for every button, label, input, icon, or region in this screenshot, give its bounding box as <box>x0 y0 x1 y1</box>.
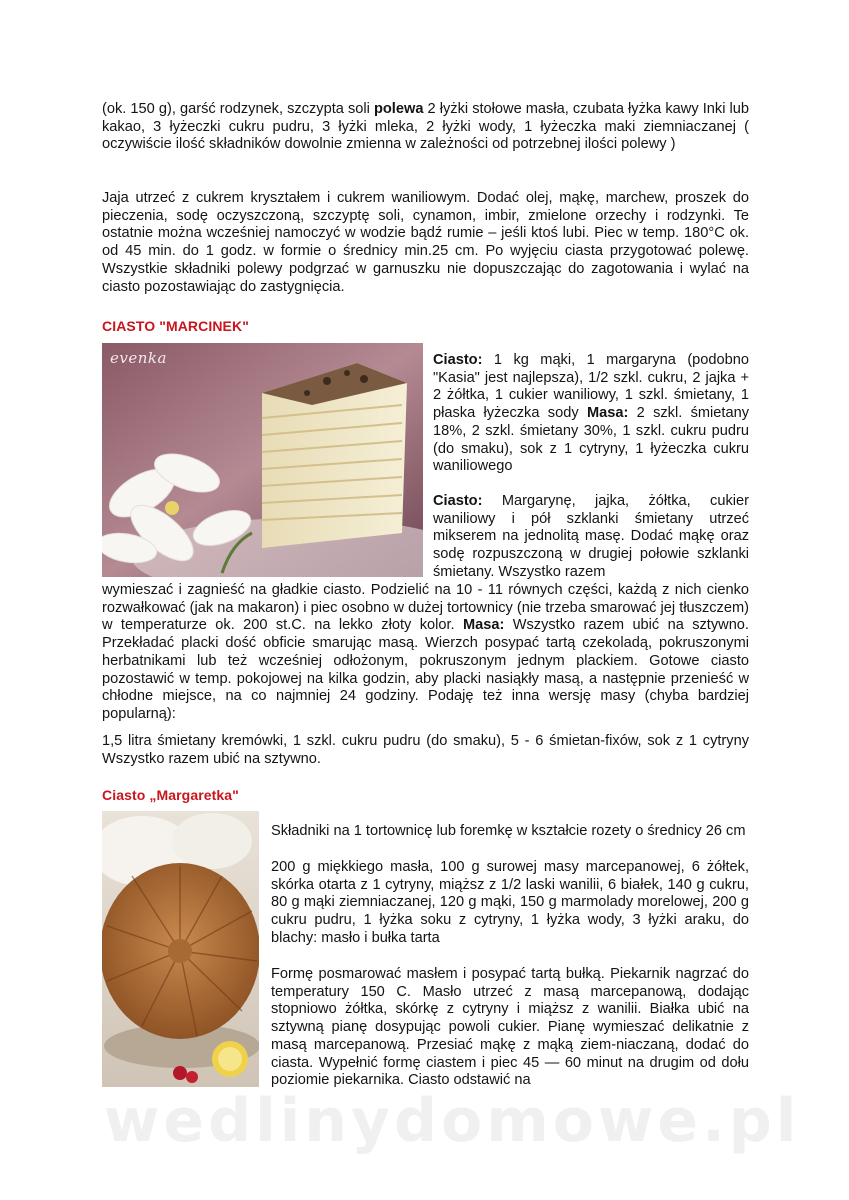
bold-polewa: polewa <box>373 101 424 117</box>
margaretka-ingredients: 200 g miękkiego masła, 100 g surowej masy marcepanowej, 6 żółtek, skórka otarta z 1 cytryny, miąższ z 1/2 laski wanilii, 6 białek, 140 g cukru, 80 g mąki ziemniaczanej, 120 g mąki, 150 g marmolady morelowej, 200 g cukru pudru, 1 łyżka soku z cytryny, 1 łyżka wody, 3 łyżki araku, do blachy: masło i bułka tarta <box>271 859 749 946</box>
marcinek-ingredients: Ciasto: 1 kg mąki, 1 margaryna (podobno "Kasia" jest najlepsza), 1/2 szkl. cukru, 2 jajka + 2 żółtka, 1 cukier waniliowy, 1 szkl. śmietany, 1 płaska łyżeczka sody Masa: 2 szkl. śmietany 18%, 2 szkl. śmietany 30%, 1 szkl. cukru pudru (do smaku), sok z 1 cytryny, 1 łyżeczka cukru waniliowego <box>433 352 749 475</box>
margaretka-heading: Ciasto „Margaretka" <box>102 787 239 803</box>
photo-watermark-caption: evenka <box>110 349 167 367</box>
marcinek-alt-mass: 1,5 litra śmietany kremówki, 1 szkl. cukru pudru (do smaku), 5 - 6 śmietan-fixów, sok z 1 cytryny Wszystko razem ubić na sztywno. <box>102 733 749 767</box>
intro-method-paragraph: Jaja utrzeć z cukrem kryształem i cukrem waniliowym. Dodać olej, mąkę, marchew, proszek do pieczenia, sodę oczyszczoną, szczyptę soli, cynamon, imbir, zmielone orzechy i rodzynki. Te ostatnie można wcześniej namoczyć w wodzie bądź rumie – jeśli ktoś lubi. Piec w temp. 180°C ok. od 45 min. do 1 godz. w formie o średnicy min.25 cm. Po wyjęciu ciasta przygotować polewę. Wszystkie składniki polewy podgrzać w garnuszku nie dopuszczając do zagotowania i wylać na ciasto pozostawiając do zastygnięcia. <box>102 190 749 295</box>
margaretka-cake-photo <box>102 811 259 1087</box>
margaretka-ingredients-intro: Składniki na 1 tortownicę lub foremkę w kształcie rozety o średnicy 26 cm <box>271 823 746 839</box>
marcinek-heading: CIASTO "MARCINEK" <box>102 318 249 334</box>
margaretka-method: Formę posmarować masłem i posypać tartą bułką. Piekarnik nagrzać do temperatury 150 C. Masło utrzeć z masą marcepanową, dodając stopniowo żółtka, skórkę z cytryny i miąższ z wanilii. Białka ubić na sztywną pianę dosypując powoli cukier. Pianę wymieszać delikatnie z masą marcepanową. Przesiać mąkę z mąką ziem-niaczaną, dodać do ciasta. Wypełnić formę ciastem i piec 45 — 60 minut na drugim od dołu poziomie piekarnika. Ciasto odstawić na <box>271 966 749 1089</box>
intro-ingredients-paragraph: (ok. 150 g), garść rodzynek, szczypta soli polewa 2 łyżki stołowe masła, czubata łyżka kawy Inki lub kakao, 3 łyżeczki cukru pudru, 3 łyżki mleka, 2 łyżki wody, 1 łyżeczka maki ziemniaczanej ( oczywiście ilość składników dowolnie zmienna w zależności od potrzebnej ilości polewy ) <box>102 101 749 153</box>
marcinek-method-rest: wymieszać i zagnieść na gładkie ciasto. Podzielić na 10 - 11 równych części, każdą z nich cienko rozwałkować (jak na makaron) i piec osobno w dużej tortownicy (nie trzeba smarować jej tłuszczem) w temperaturze ok. 200 st.C. na lekko złoty kolor. Masa: Wszystko razem ubić na sztywno. Przekładać placki dość obficie smarując masą. Wierzch posypać tartą czekoladą, pokruszonymi herbatnikami lub też wcześniej odłożonym, pokruszonym jednym plackiem. Gotowe ciasto pozostawić w temp. pokojowej na kilka godzin, aby placki nasiąkły masą, a następnie przenieść w chłodne miejsce, na co najmniej 24 godziny. Podaję też inna wersję masy (chyba bardziej popularną): <box>102 582 749 722</box>
marcinek-method-top: Ciasto: Margarynę, jajka, żółtka, cukier waniliowy i pół szklanki śmietany utrzeć mikserem na jednolitą masę. Dodać mąkę oraz sodę rozpuszczoną w drugiej połowie szklanki śmietany. Wszystko razem <box>433 493 749 580</box>
site-watermark: wedlinydomowe.pl <box>104 1086 801 1156</box>
marcinek-cake-photo <box>102 343 423 577</box>
